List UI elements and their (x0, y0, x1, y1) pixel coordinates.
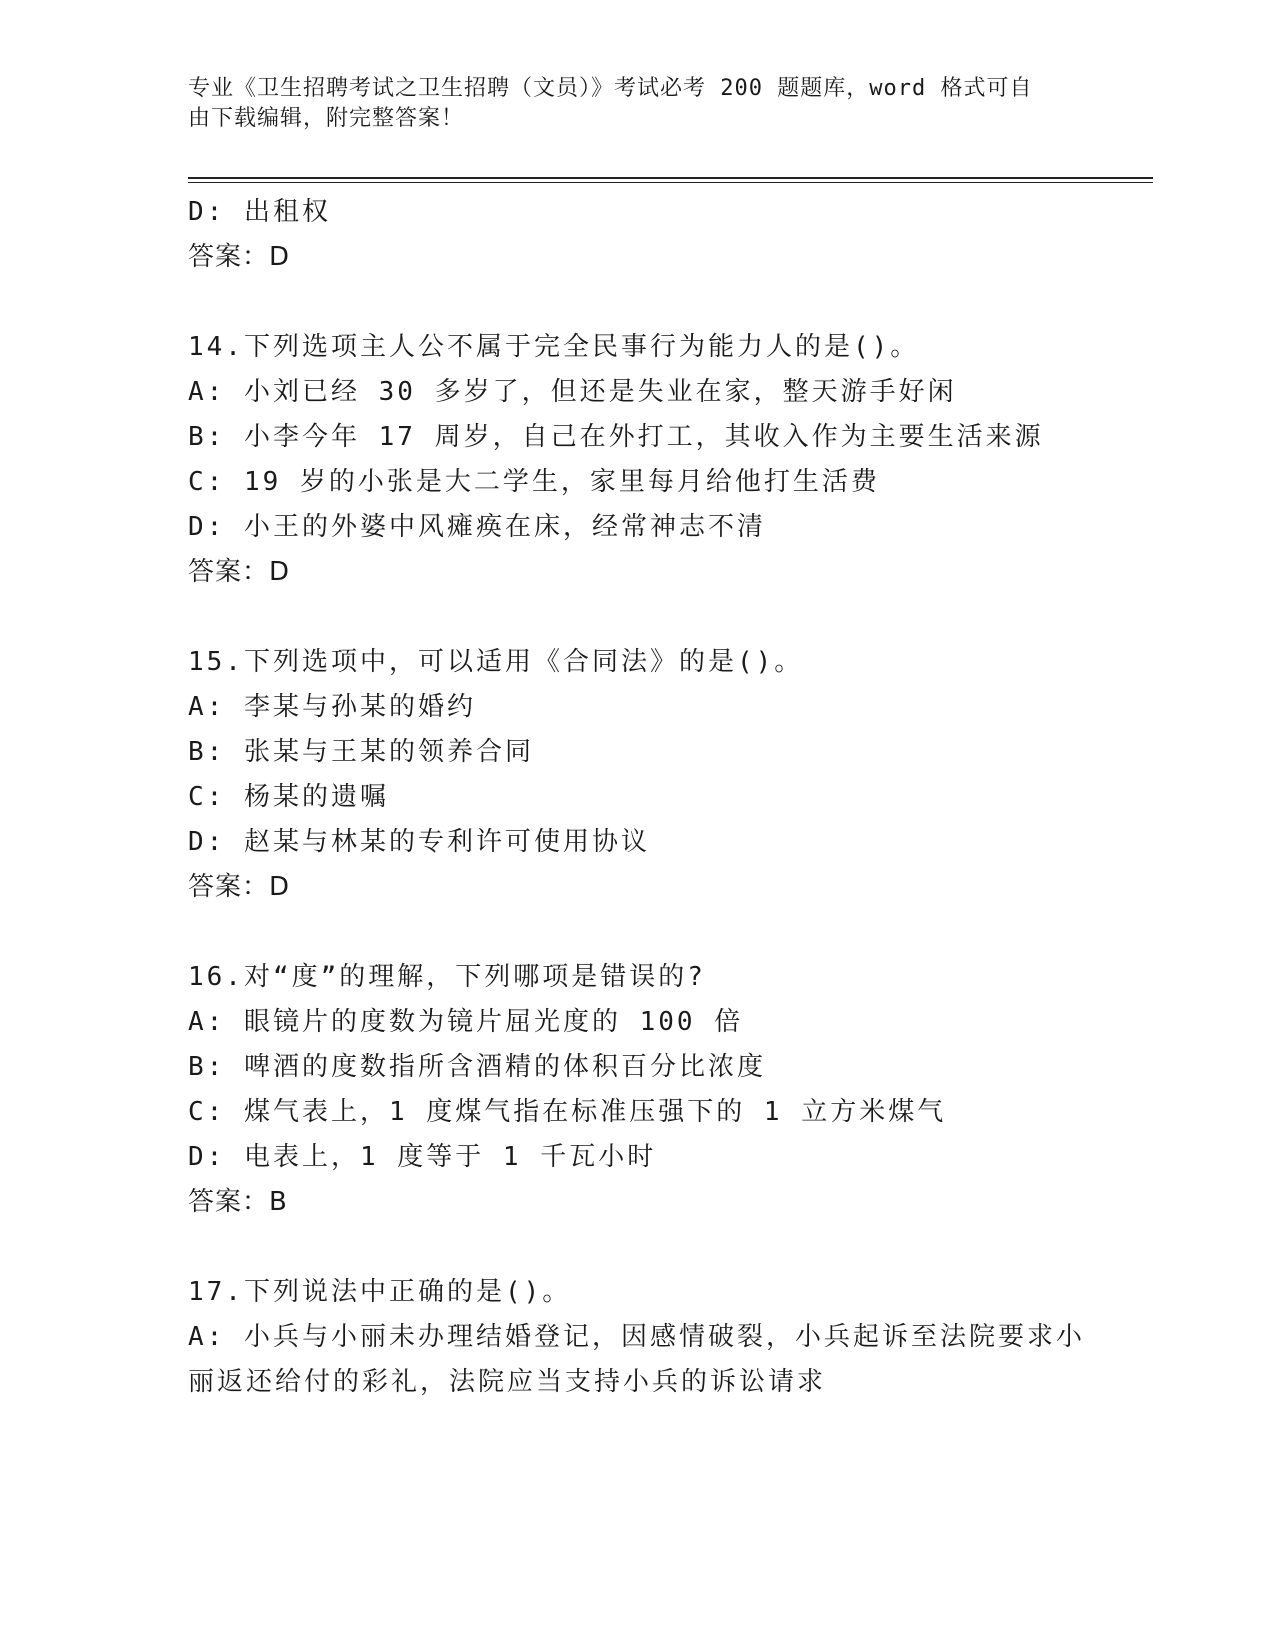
question-stem: 14.下列选项主人公不属于完全民事行为能力人的是()。 (188, 332, 920, 362)
option-b: B: 啤酒的度数指所含酒精的体积百分比浓度 (188, 1052, 766, 1082)
question-15 (188, 640, 1088, 910)
question-list (188, 190, 1088, 1405)
option-d: D: 小王的外婆中风瘫痪在床，经常神志不清 (188, 512, 766, 542)
option-a: A: 眼镜片的度数为镜片屈光度的 100 倍 (188, 1007, 744, 1037)
answer: 答案：D (188, 872, 291, 902)
header-line-1: 专业《卫生招聘考试之卫生招聘（文员）》考试必考 200 题题库，word 格式可自 (188, 76, 1033, 101)
option-d: D: 电表上，1 度等于 1 千瓦小时 (188, 1142, 657, 1172)
option-b: B: 小李今年 17 周岁，自己在外打工，其收入作为主要生活来源 (188, 422, 1044, 452)
question-stem: 16.对“度”的理解，下列哪项是错误的? (188, 962, 706, 992)
question-stem: 15.下列选项中，可以适用《合同法》的是()。 (188, 647, 804, 677)
option-a: A: 小刘已经 30 多岁了，但还是失业在家，整天游手好闲 (188, 377, 957, 407)
answer: 答案：B (188, 1187, 288, 1217)
prev-option-d: D: 出租权 (188, 197, 331, 227)
option-b: B: 张某与王某的领养合同 (188, 737, 534, 767)
header-rule-thin (188, 182, 1153, 183)
option-c: C: 煤气表上，1 度煤气指在标准压强下的 1 立方米煤气 (188, 1097, 947, 1127)
question-16 (188, 955, 1088, 1225)
option-c: C: 杨某的遗嘱 (188, 782, 389, 812)
question-stem: 17.下列说法中正确的是()。 (188, 1277, 572, 1307)
header-line-2: 由下载编辑，附完整答案！ (188, 106, 465, 131)
header-rule-thick (188, 177, 1153, 179)
question-17 (188, 1270, 1088, 1405)
page-header (188, 74, 1068, 134)
option-c: C: 19 岁的小张是大二学生，家里每月给他打生活费 (188, 467, 880, 497)
option-d: D: 赵某与林某的专利许可使用协议 (188, 827, 650, 857)
option-a: A: 小兵与小丽未办理结婚登记，因感情破裂，小兵起诉至法院要求小 (188, 1322, 1085, 1352)
prev-answer: 答案：D (188, 242, 291, 272)
option-a: A: 李某与孙某的婚约 (188, 692, 476, 722)
answer: 答案：D (188, 557, 291, 587)
question-14 (188, 325, 1088, 595)
option-a-continued: 丽返还给付的彩礼，法院应当支持小兵的诉讼请求 (188, 1367, 827, 1397)
